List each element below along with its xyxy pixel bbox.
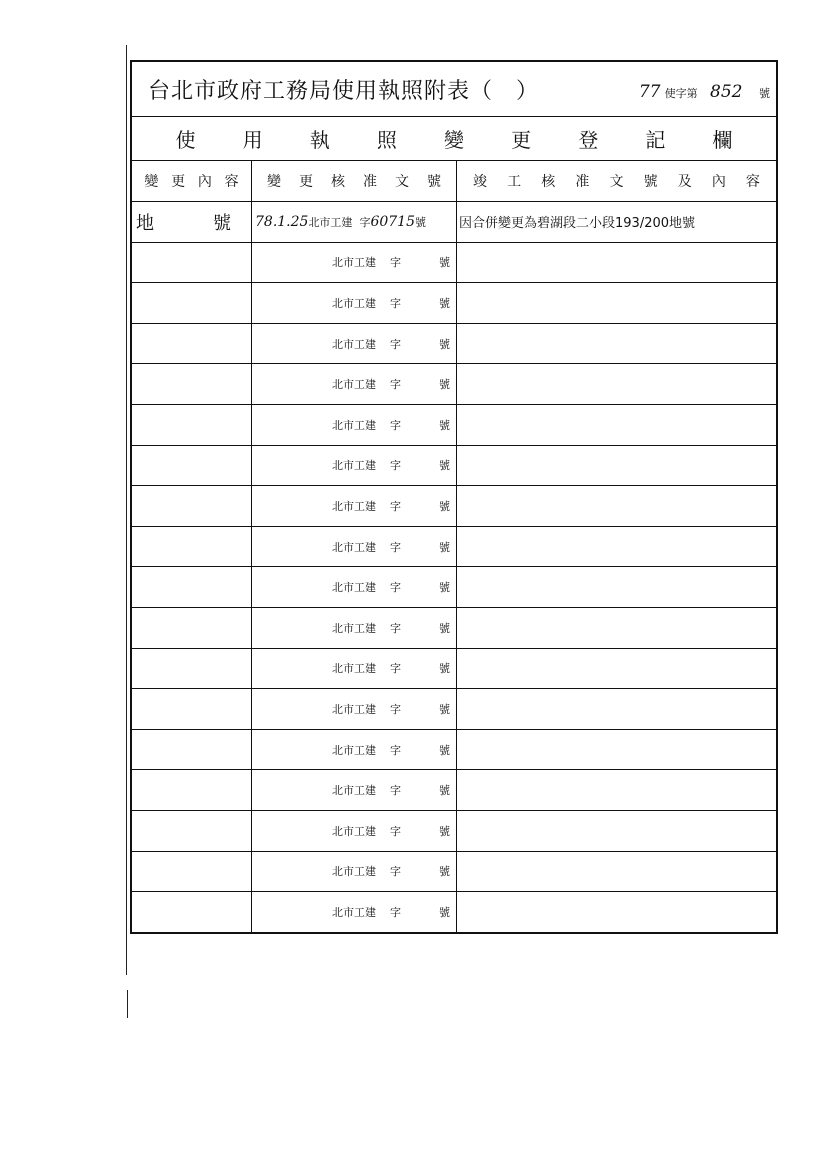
table-row (132, 243, 776, 284)
column-header-content: 變 更 內 容 (132, 161, 252, 201)
number-suffix-label: 號 (439, 743, 450, 757)
office-label: 北市工建 (332, 702, 376, 716)
change-content-cell (132, 730, 252, 770)
completion-content-cell (457, 649, 776, 689)
approval-number-cell (252, 608, 457, 648)
number-suffix-label: 號 (439, 865, 450, 879)
table-row (132, 770, 776, 811)
completion-content-cell (457, 892, 776, 932)
approval-number-cell (252, 811, 457, 851)
table-row (132, 527, 776, 568)
completion-content-cell (457, 770, 776, 810)
form-title: 台北市政府工務局使用執照附表（ ） (148, 79, 540, 104)
title-row (132, 62, 776, 117)
office-label: 北市工建 (332, 824, 376, 838)
char-label: 字 (390, 418, 401, 432)
approval-number-cell (252, 852, 457, 892)
change-content-cell (132, 852, 252, 892)
column-header-completion: 竣 工 核 准 文 號 及 內 容 (473, 174, 760, 190)
number-suffix-label: 號 (439, 418, 450, 432)
table-row (132, 364, 776, 405)
table-row (132, 811, 776, 852)
office-label: 北市工建 (332, 337, 376, 351)
completion-content-cell (457, 364, 776, 404)
office-label: 北市工建 (332, 378, 376, 392)
char-label: 字 (390, 662, 401, 676)
office-label: 北市工建 (332, 662, 376, 676)
change-content-cell (132, 405, 252, 445)
approval-number-cell (252, 283, 457, 323)
completion-content-cell (457, 811, 776, 851)
change-content-cell (132, 689, 252, 729)
column-header-row (132, 161, 776, 202)
approval-number-cell (252, 243, 457, 283)
table-body (132, 202, 776, 932)
approval-number-cell: 78.1.25 北市工建 字 60715 號 (252, 202, 457, 242)
office-label: 北市工建 (332, 296, 376, 310)
char-label: 字 (390, 459, 401, 473)
char-label: 字 (390, 865, 401, 879)
table-row (132, 892, 776, 932)
scan-edge-line (126, 45, 127, 975)
permit-appendix-form (130, 60, 778, 934)
approval-number-cell (252, 730, 457, 770)
office-label: 北市工建 (332, 743, 376, 757)
table-row (132, 446, 776, 487)
office-label: 北市工建 (332, 784, 376, 798)
approval-number-cell (252, 324, 457, 364)
approval-number-cell (252, 567, 457, 607)
office-label: 北市工建 (332, 905, 376, 919)
number-suffix-label: 號 (439, 905, 450, 919)
table-row (132, 689, 776, 730)
approval-number-cell (252, 892, 457, 932)
number-suffix-label: 號 (439, 621, 450, 635)
completion-content-cell (457, 608, 776, 648)
completion-content-cell: 因合併變更為碧湖段二小段193/200地號 (459, 216, 696, 232)
column-header-approval: 變 更 核 准 文 號 (252, 161, 457, 201)
change-content-cell (132, 486, 252, 526)
table-row (132, 852, 776, 893)
char-label: 字 (390, 824, 401, 838)
scan-edge-mark (127, 990, 128, 1018)
approval-number-cell (252, 446, 457, 486)
change-content-cell (132, 811, 252, 851)
change-content-cell (132, 527, 252, 567)
change-content-cell (132, 243, 252, 283)
number-suffix-label: 號 (439, 824, 450, 838)
completion-content-cell (457, 689, 776, 729)
number-suffix-label: 號 (439, 256, 450, 270)
office-label: 北市工建 (332, 621, 376, 635)
char-label: 字 (390, 337, 401, 351)
table-row (132, 283, 776, 324)
number-suffix-label: 號 (439, 459, 450, 473)
change-content-cell (132, 446, 252, 486)
change-content-cell (132, 364, 252, 404)
char-label: 字 (390, 621, 401, 635)
completion-content-cell (457, 283, 776, 323)
completion-content-cell (457, 567, 776, 607)
number-suffix-label: 號 (439, 296, 450, 310)
table-row (132, 324, 776, 365)
char-label: 字 (390, 540, 401, 554)
change-content-cell (132, 283, 252, 323)
number-suffix-label: 號 (439, 784, 450, 798)
approval-number-cell (252, 364, 457, 404)
change-content-cell: 地 號 (132, 202, 252, 242)
completion-content-cell (457, 852, 776, 892)
change-content-cell (132, 567, 252, 607)
table-row (132, 608, 776, 649)
number-suffix-label: 號 (439, 499, 450, 513)
office-label: 北市工建 (332, 581, 376, 595)
completion-content-cell (457, 243, 776, 283)
number-suffix-label: 號 (439, 337, 450, 351)
approval-number-cell (252, 486, 457, 526)
completion-content-cell (457, 324, 776, 364)
char-label: 字 (390, 256, 401, 270)
approval-number-cell (252, 405, 457, 445)
change-content-cell (132, 608, 252, 648)
approval-number-cell (252, 770, 457, 810)
table-row (132, 649, 776, 690)
completion-content-cell (457, 527, 776, 567)
number-suffix-label: 號 (439, 702, 450, 716)
char-label: 字 (390, 905, 401, 919)
char-label: 字 (390, 581, 401, 595)
char-label: 字 (390, 702, 401, 716)
approval-number-cell (252, 689, 457, 729)
office-label: 北市工建 (332, 540, 376, 554)
section-title: 使 用 執 照 變 更 登 記 欄 (132, 117, 776, 161)
approval-number-cell (252, 527, 457, 567)
change-content-cell (132, 324, 252, 364)
change-content-cell (132, 770, 252, 810)
table-row (132, 202, 776, 243)
office-label: 北市工建 (332, 499, 376, 513)
completion-content-cell (457, 405, 776, 445)
office-label: 北市工建 (332, 865, 376, 879)
completion-content-cell (457, 730, 776, 770)
char-label: 字 (390, 296, 401, 310)
office-label: 北市工建 (332, 256, 376, 270)
table-row (132, 730, 776, 771)
change-content-cell (132, 892, 252, 932)
table-row (132, 486, 776, 527)
office-label: 北市工建 (332, 459, 376, 473)
approval-number-cell (252, 649, 457, 689)
office-label: 北市工建 (332, 418, 376, 432)
char-label: 字 (390, 499, 401, 513)
number-suffix-label: 號 (439, 540, 450, 554)
completion-content-cell (457, 446, 776, 486)
char-label: 字 (390, 378, 401, 392)
completion-content-cell (457, 486, 776, 526)
change-content-cell (132, 649, 252, 689)
number-suffix-label: 號 (439, 662, 450, 676)
table-row (132, 567, 776, 608)
char-label: 字 (390, 784, 401, 798)
number-suffix-label: 號 (439, 378, 450, 392)
number-suffix-label: 號 (439, 581, 450, 595)
permit-number: 77 使字第 852 號 (638, 82, 770, 102)
char-label: 字 (390, 743, 401, 757)
table-row (132, 405, 776, 446)
